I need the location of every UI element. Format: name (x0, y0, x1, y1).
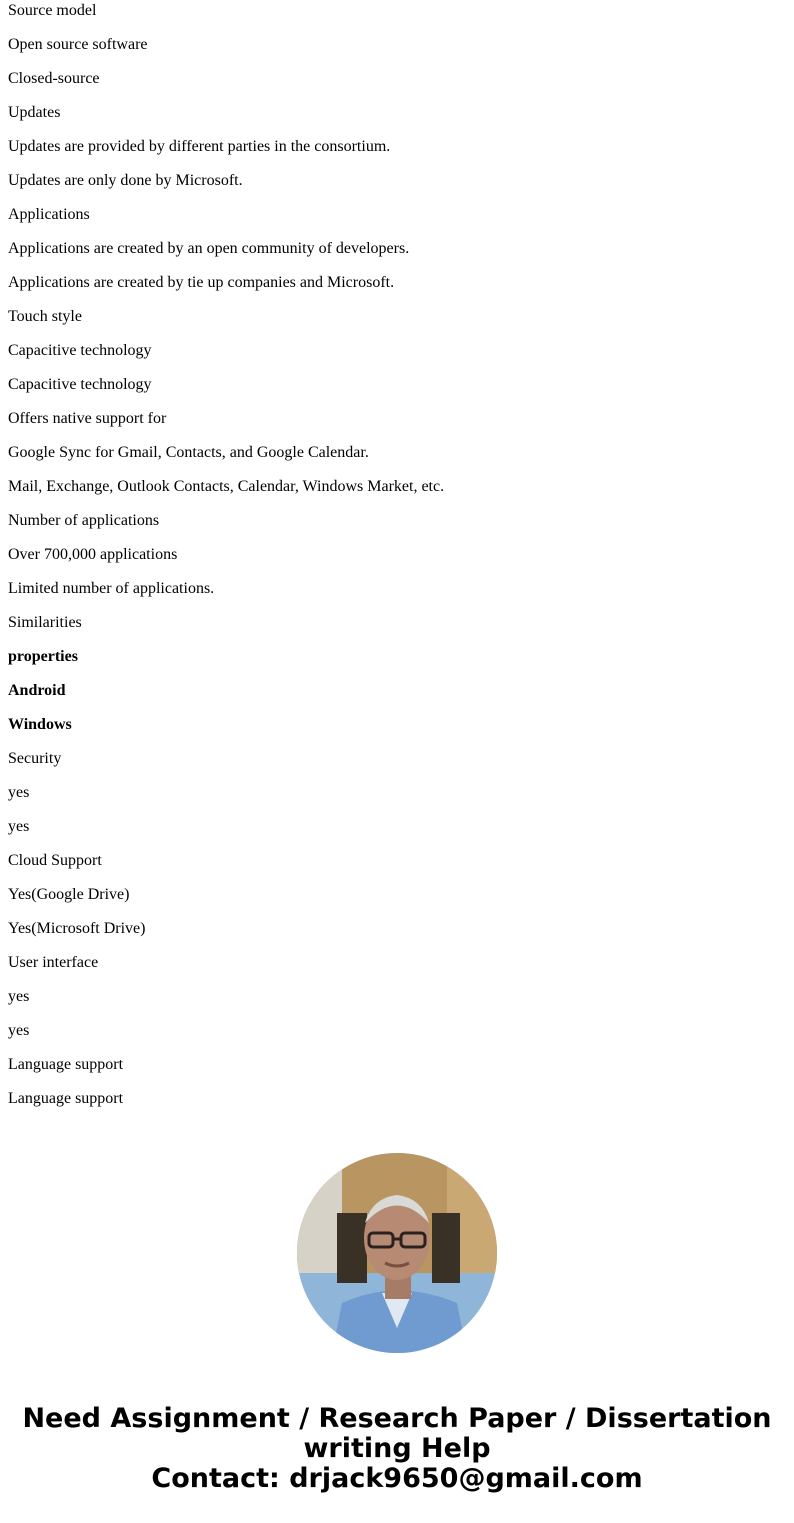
text-line: User interface (8, 954, 99, 971)
text-line: Windows (8, 716, 72, 733)
text-line: Language support (8, 1090, 124, 1107)
text-line: Source model (8, 2, 97, 19)
text-line: Language support (8, 1056, 124, 1073)
text-line: Mail, Exchange, Outlook Contacts, Calendar, Windows Market, etc. (8, 478, 445, 495)
text-line: Touch style (8, 308, 82, 325)
text-line: Number of applications (8, 512, 160, 529)
document-body (8, 0, 788, 1122)
text-line: Applications are created by tie up companies and Microsoft. (8, 274, 395, 291)
help-promo (0, 1404, 794, 1494)
text-line: Capacitive technology (8, 376, 152, 393)
text-line: Security (8, 750, 62, 767)
text-line: Offers native support for (8, 410, 167, 427)
text-line: yes (8, 988, 30, 1005)
text-line: Cloud Support (8, 852, 102, 869)
text-line: Updates (8, 104, 61, 121)
text-line: yes (8, 784, 30, 801)
text-line: Limited number of applications. (8, 580, 215, 597)
text-line: Google Sync for Gmail, Contacts, and Google Calendar. (8, 444, 369, 461)
text-line: Updates are provided by different parties in the consortium. (8, 138, 391, 155)
text-line: properties (8, 648, 78, 665)
text-line: Over 700,000 applications (8, 546, 178, 563)
promo-line-1: Need Assignment / Research Paper / Dissertation (22, 1403, 772, 1434)
text-line: Open source software (8, 36, 148, 53)
text-line: Applications (8, 206, 90, 223)
text-line: Capacitive technology (8, 342, 152, 359)
text-line: Yes(Google Drive) (8, 886, 130, 903)
text-line: Yes(Microsoft Drive) (8, 920, 146, 937)
text-line: yes (8, 818, 30, 835)
text-line: Updates are only done by Microsoft. (8, 172, 243, 189)
text-line: Closed-source (8, 70, 100, 87)
author-avatar (297, 1153, 497, 1353)
promo-line-2: writing Help (303, 1433, 491, 1464)
text-line: Applications are created by an open community of developers. (8, 240, 410, 257)
text-line: Similarities (8, 614, 82, 631)
text-line: yes (8, 1022, 30, 1039)
portrait-photo-icon (297, 1153, 497, 1353)
text-line: Android (8, 682, 66, 699)
promo-contact: Contact: drjack9650@gmail.com (151, 1463, 643, 1494)
